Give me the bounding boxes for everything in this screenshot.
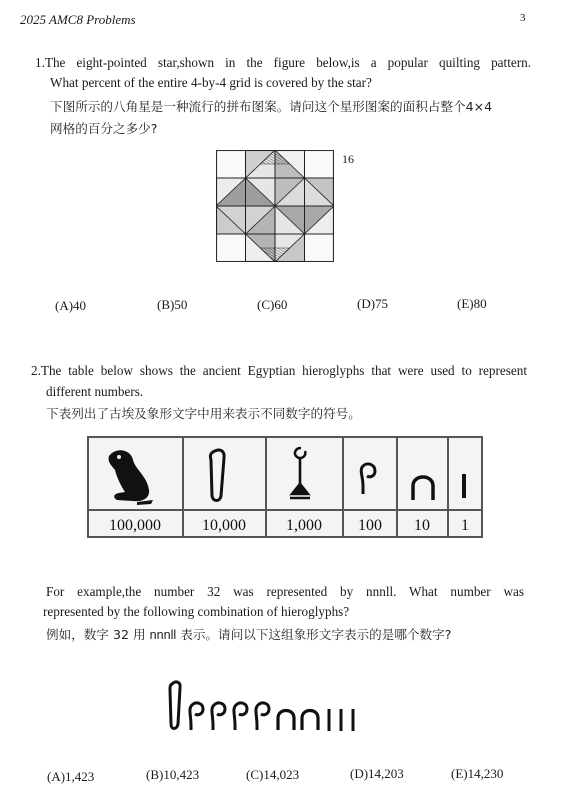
table-value-10000: 10,000	[202, 517, 246, 534]
table-value-1: 1	[461, 517, 469, 534]
hieroglyph-combination	[166, 676, 371, 739]
problem2-cn-example	[46, 624, 451, 646]
problem1-choice-c[interactable]: (C)60	[257, 297, 288, 312]
cn-example-prefix: 例如，数字 32 用	[46, 627, 150, 642]
table-value-100000: 100,000	[109, 517, 161, 534]
problem1-choice-b[interactable]: (B)50	[157, 297, 188, 312]
eight-pointed-star-figure	[216, 150, 334, 267]
figure-number-label: 16	[342, 152, 354, 166]
problem2-text-line1: 2.The table below shows the ancient Egyptian hieroglyphs that were used to represent	[31, 363, 527, 378]
problem1-choice-e[interactable]: (E)80	[457, 296, 487, 311]
stroke-hieroglyph-icon	[462, 474, 466, 498]
cn-example-suffix: 表示。请问以下这组象形文字表示的是哪个数字?	[176, 627, 452, 642]
problem2-choice-a[interactable]: (A)1,423	[47, 769, 95, 784]
table-value-10: 10	[414, 517, 430, 534]
hieroglyph-table	[87, 436, 483, 543]
problem2-example-line1: For example,the number 32 was represented by nnnll. What number was	[46, 584, 524, 599]
problem2-choice-d[interactable]: (D)14,203	[350, 766, 404, 781]
problem1-text-line1: 1.The eight-pointed star,shown in the figure below,is a popular quilting pattern.	[35, 55, 531, 70]
problem1-text-line2: What percent of the entire 4-by-4 grid is covered by the star?	[50, 75, 372, 90]
problem1-cn-line2: 网格的百分之多少?	[50, 121, 158, 136]
table-value-1000: 1,000	[286, 517, 322, 534]
heel-bone-hieroglyph-icon	[278, 711, 318, 731]
problem2-example-line2: represented by the following combination of hieroglyphs?	[43, 604, 350, 619]
problem1-choice-d[interactable]: (D)75	[357, 296, 389, 311]
page-header-title: 2025 AMC8 Problems	[20, 12, 136, 27]
problem2-text-line2: different numbers.	[46, 384, 144, 399]
problem2-choice-b[interactable]: (B)10,423	[146, 767, 200, 782]
problem1-cn-line1: 下图所示的八角星是一种流行的拼布图案。请问这个星形图案的面积占整个4×4	[50, 99, 493, 114]
problem2-cn-line1: 下表列出了古埃及象形文字中用来表示不同数字的符号。	[46, 406, 361, 421]
finger-hieroglyph-icon	[170, 682, 180, 729]
problem2-choice-e[interactable]: (E)14,230	[451, 766, 504, 781]
coiled-rope-hieroglyph-icon	[190, 703, 269, 730]
problem2-choice-c[interactable]: (C)14,023	[246, 767, 300, 782]
stroke-hieroglyph-icon	[329, 709, 353, 731]
page-number: 3	[520, 12, 526, 24]
cn-example-glyphs: nnnll	[149, 628, 177, 642]
finger-hieroglyph-icon	[210, 450, 224, 501]
problem1-choice-a[interactable]: (A)40	[55, 298, 87, 313]
table-value-100: 100	[358, 517, 382, 534]
